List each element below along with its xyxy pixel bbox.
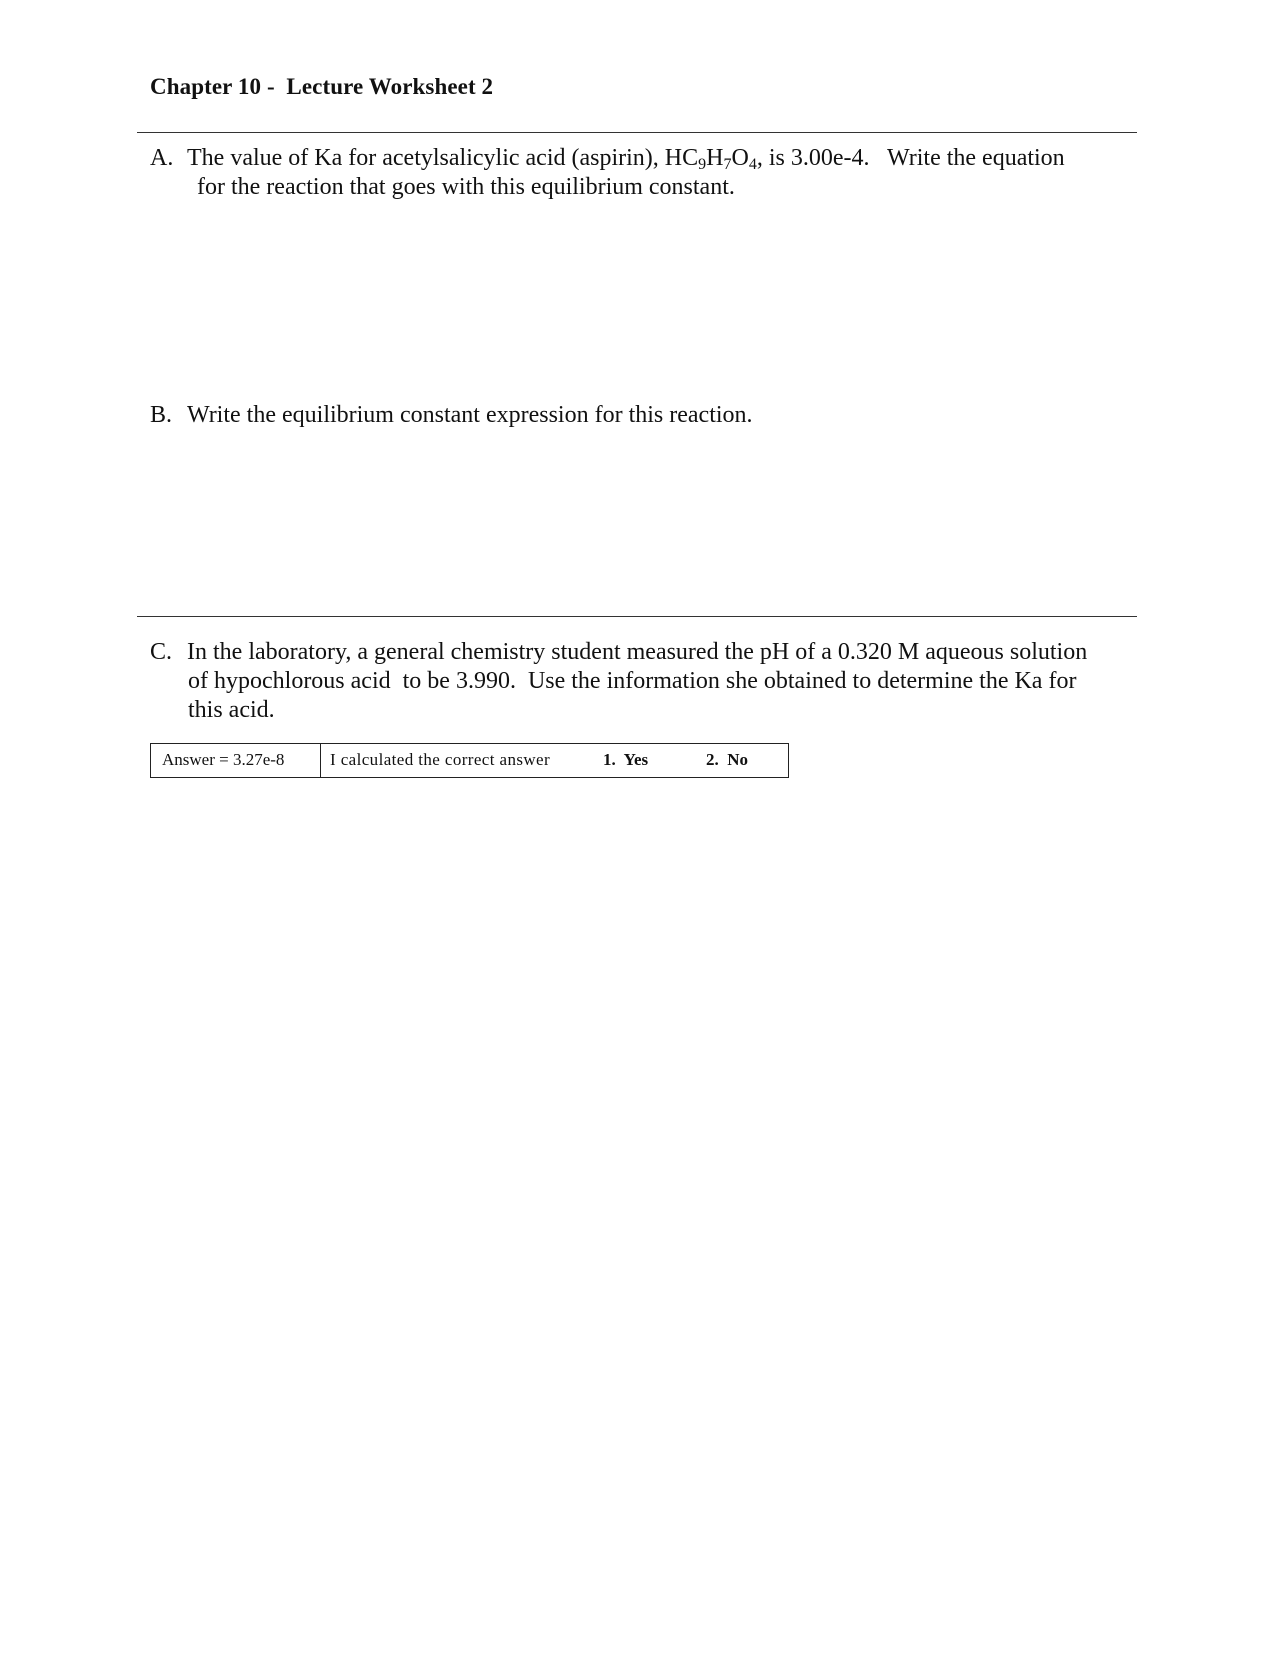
formula-sub-2: 7 — [723, 156, 732, 173]
answer-box — [150, 743, 789, 778]
formula-sub-3: 4 — [748, 156, 757, 173]
question-a-line-2: for the reaction that goes with this equilibrium constant. — [197, 174, 735, 200]
question-b-label: B. — [150, 402, 173, 428]
formula-part-1: HC — [664, 145, 699, 171]
formula-sub-1: 9 — [698, 156, 707, 173]
question-a-label: A. — [150, 145, 174, 171]
question-c — [150, 638, 1087, 725]
question-c-line-1: In the laboratory, a general chemistry student measured the pH of a 0.320 M aqueous solution — [187, 639, 1088, 665]
option-yes[interactable]: 1. Yes — [603, 750, 649, 769]
question-a — [150, 144, 1065, 202]
formula-part-3: O — [731, 145, 749, 171]
question-c-line-3: this acid. — [188, 697, 275, 723]
question-a-text-end: , is 3.00e-4. Write the equation — [756, 145, 1065, 171]
middle-divider — [137, 616, 1137, 617]
top-divider — [137, 132, 1137, 133]
aspirin-formula — [665, 145, 757, 171]
question-b-line-1: Write the equilibrium constant expression for this reaction. — [187, 402, 753, 428]
question-c-line-2: of hypochlorous acid to be 3.990. Use the information she obtained to determine the Ka for — [188, 668, 1077, 694]
answer-value: Answer = 3.27e-8 — [151, 744, 321, 777]
formula-part-2: H — [706, 145, 724, 171]
question-a-line-1 — [150, 144, 1065, 173]
question-a-text-start: The value of Ka for acetylsalicylic acid (aspirin), — [187, 145, 665, 171]
question-c-label: C. — [150, 639, 173, 665]
question-b — [150, 401, 753, 430]
option-no[interactable]: 2. No — [706, 750, 749, 769]
answer-confirmation-prompt: I calculated the correct answer — [330, 750, 551, 769]
worksheet-title: Chapter 10 - Lecture Worksheet 2 — [150, 74, 494, 99]
